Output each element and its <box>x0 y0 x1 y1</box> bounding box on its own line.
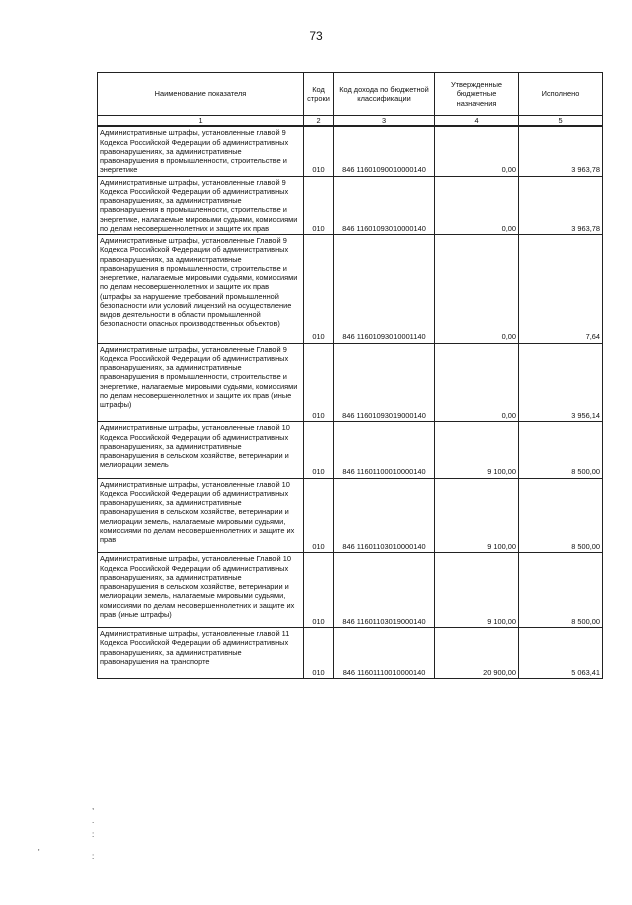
indicator-name: Административные штрафы, установленные Главой 9 Кодекса Российской Федерации об административных правонарушениях, за административные правонарушения в промышленности, строительстве и энергетике, налагаемые мировыми судьями, комиссиями по делам несовершеннолетних и защите их прав (штрафы за нарушение требований промышленной безопасности или условий лицензий на осуществление видов деятельности в области промышленной безопасности опасных производственных объектов) <box>98 235 304 344</box>
income-code: 846 11601103019000140 <box>334 553 435 628</box>
approved-amount: 0,00 <box>435 176 519 235</box>
table-header-row <box>98 73 603 116</box>
header-indicator-name: Наименование показателя <box>98 73 304 116</box>
approved-amount: 9 100,00 <box>435 478 519 553</box>
column-number-row <box>98 116 603 127</box>
header-executed: Исполнено <box>519 73 603 116</box>
line-code: 010 <box>304 343 334 422</box>
table-row <box>98 478 603 553</box>
table-row <box>98 126 603 176</box>
approved-amount: 20 900,00 <box>435 628 519 679</box>
indicator-name: Административные штрафы, установленные главой 11 Кодекса Российской Федерации об административных правонарушениях, за административные правонарушения на транспорте <box>98 628 304 679</box>
indicator-name: Административные штрафы, установленные главой 9 Кодекса Российской Федерации об административных правонарушениях, за административные правонарушения в промышленности, строительстве и энергетике <box>98 126 304 176</box>
line-code: 010 <box>304 176 334 235</box>
column-number: 2 <box>304 116 334 127</box>
scan-mark: : <box>92 852 95 861</box>
column-number: 4 <box>435 116 519 127</box>
income-code: 846 11601100010000140 <box>334 422 435 478</box>
executed-amount: 8 500,00 <box>519 422 603 478</box>
indicator-name: Административные штрафы, установленные Главой 10 Кодекса Российской Федерации об административных правонарушениях, за административные правонарушения в сельском хозяйстве, ветеринарии и мелиорации земель, налагаемые мировыми судьями, комиссиями по делам несовершеннолетних и защите их прав (иные штрафы) <box>98 553 304 628</box>
indicator-name: Административные штрафы, установленные главой 10 Кодекса Российской Федерации об административных правонарушениях, за административные правонарушения в сельском хозяйстве, ветеринарии и мелиорации земель <box>98 422 304 478</box>
budget-execution-table <box>97 72 603 679</box>
income-code: 846 11601110010000140 <box>334 628 435 679</box>
income-code: 846 11601093010000140 <box>334 176 435 235</box>
page-number: 73 <box>309 29 323 43</box>
indicator-name: Административные штрафы, установленные Главой 9 Кодекса Российской Федерации об административных правонарушениях, за административные правонарушения в промышленности, строительстве и энергетике, налагаемые мировыми судьями, комиссиями по делам несовершеннолетних и защите их прав (иные штрафы) <box>98 343 304 422</box>
header-line-code: Код строки <box>304 73 334 116</box>
line-code: 010 <box>304 553 334 628</box>
income-code: 846 11601093010001140 <box>334 235 435 344</box>
executed-amount: 3 963,78 <box>519 126 603 176</box>
table-row <box>98 176 603 235</box>
scan-mark: : <box>92 830 95 839</box>
indicator-name: Административные штрафы, установленные главой 9 Кодекса Российской Федерации об административных правонарушениях, за административные правонарушения в промышленности, строительстве и энергетике, налагаемые мировыми судьями, комиссиями по делам несовершеннолетних и защите их прав <box>98 176 304 235</box>
line-code: 010 <box>304 126 334 176</box>
executed-amount: 8 500,00 <box>519 553 603 628</box>
approved-amount: 0,00 <box>435 343 519 422</box>
scan-mark: ' <box>38 848 40 857</box>
executed-amount: 7,64 <box>519 235 603 344</box>
column-number: 1 <box>98 116 304 127</box>
approved-amount: 9 100,00 <box>435 422 519 478</box>
table-row <box>98 422 603 478</box>
table-row <box>98 343 603 422</box>
executed-amount: 5 063,41 <box>519 628 603 679</box>
executed-amount: 8 500,00 <box>519 478 603 553</box>
table-row <box>98 553 603 628</box>
income-code: 846 11601093019000140 <box>334 343 435 422</box>
approved-amount: 0,00 <box>435 235 519 344</box>
line-code: 010 <box>304 628 334 679</box>
indicator-name: Административные штрафы, установленные главой 10 Кодекса Российской Федерации об административных правонарушениях, за административные правонарушения в сельском хозяйстве, ветеринарии и мелиорации земель, налагаемые мировыми судьями, комиссиями по делам несовершеннолетних и защите их прав <box>98 478 304 553</box>
column-number: 3 <box>334 116 435 127</box>
header-approved: Утвержденные бюджетные назначения <box>435 73 519 116</box>
income-code: 846 11601103010000140 <box>334 478 435 553</box>
approved-amount: 9 100,00 <box>435 553 519 628</box>
line-code: 010 <box>304 478 334 553</box>
table-row <box>98 235 603 344</box>
scan-mark: , <box>92 802 95 811</box>
table-row <box>98 628 603 679</box>
line-code: 010 <box>304 235 334 344</box>
approved-amount: 0,00 <box>435 126 519 176</box>
line-code: 010 <box>304 422 334 478</box>
column-number: 5 <box>519 116 603 127</box>
scan-mark: . <box>92 816 95 825</box>
income-code: 846 11601090010000140 <box>334 126 435 176</box>
executed-amount: 3 963,78 <box>519 176 603 235</box>
header-income-code: Код дохода по бюджетной классификации <box>334 73 435 116</box>
executed-amount: 3 956,14 <box>519 343 603 422</box>
